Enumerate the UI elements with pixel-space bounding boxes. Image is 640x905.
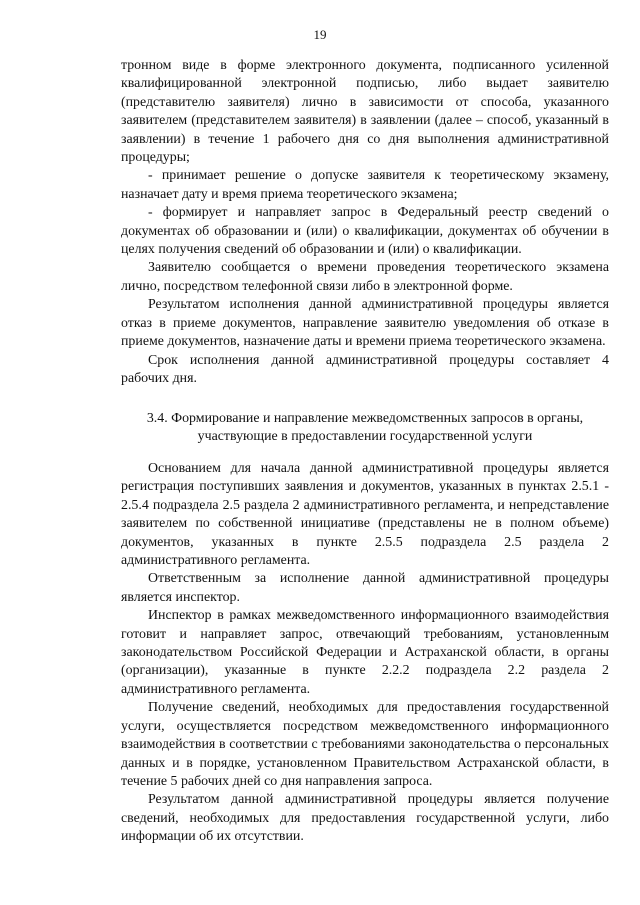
paragraph: Результатом исполнения данной административной процедуры является отказ в приеме документов, направление заявителю уведомления об отказе в приеме документов, назначение даты и времени приема теоретического экзамена.: [121, 297, 609, 350]
section-heading-text: 3.4. Формирование и направление межведомственных запросов в органы, участвующие в предоставлении государственной услуги: [146, 411, 584, 445]
paragraph: Срок исполнения данной административной процедуры составляет 4 рабочих дня.: [121, 352, 609, 386]
paragraph: тронном виде в форме электронного документа, подписанного усиленной квалифицированной электронной подписью, либо выдает заявителю (представителю заявителя) лично в зависимости от способа, указанного заявителем (представителем заявителя) в заявлении (далее – способ, указанный в заявлении) в течение 1 рабочего дня со дня выполнения административной процедуры;: [121, 58, 609, 166]
paragraph: Получение сведений, необходимых для предоставления государственной услуги, осуществляется посредством межведомственного информационного взаимодействия в соответствии с требованиями законодательства о персональных данных и в порядке, установленном Правительством Астраханской области, в течение 5 рабочих дней со дня направления запроса.: [121, 700, 609, 789]
page-number: 19: [313, 27, 327, 42]
section-text-upper: [121, 57, 609, 388]
paragraph: Инспектор в рамках межведомственного информационного взаимодействия готовит и направляет запрос, отвечающий требованиям, установленным законодательством Российской Федерации и Астраханской области, в органы (организации), указанные в пункте 2.2.2 подраздела 2.2 раздела 2 административного регламента.: [121, 608, 609, 697]
section-text-lower: [121, 460, 609, 847]
paragraph: - формирует и направляет запрос в Федеральный реестр сведений о документах об образовании и (или) о квалификации, документах об обучении в целях получения сведений об образовании и (или) о квалификации.: [121, 205, 609, 258]
section-heading: [121, 410, 609, 447]
paragraph: - принимает решение о допуске заявителя к теоретическому экзамену, назначает дату и время приема теоретического экзамена;: [121, 168, 609, 202]
paragraph: Результатом данной административной процедуры является получение сведений, необходимых для предоставления государственной услуги, либо информации об их отсутствии.: [121, 792, 609, 845]
paragraph: Основанием для начала данной административной процедуры является регистрация поступивших заявления и документов, указанных в пунктах 2.5.1 - 2.5.4 подраздела 2.5 раздела 2 административного регламента, и непредставление заявителем по собственной инициативе (представлены не в полном объеме) документов, указанных в пункте 2.5.5 подраздела 2.5 раздела 2 административного регламента.: [121, 461, 609, 569]
paragraph: Заявителю сообщается о времени проведения теоретического экзамена лично, посредством телефонной связи либо в электронной форме.: [121, 260, 609, 294]
paragraph: Ответственным за исполнение данной административной процедуры является инспектор.: [121, 571, 609, 605]
